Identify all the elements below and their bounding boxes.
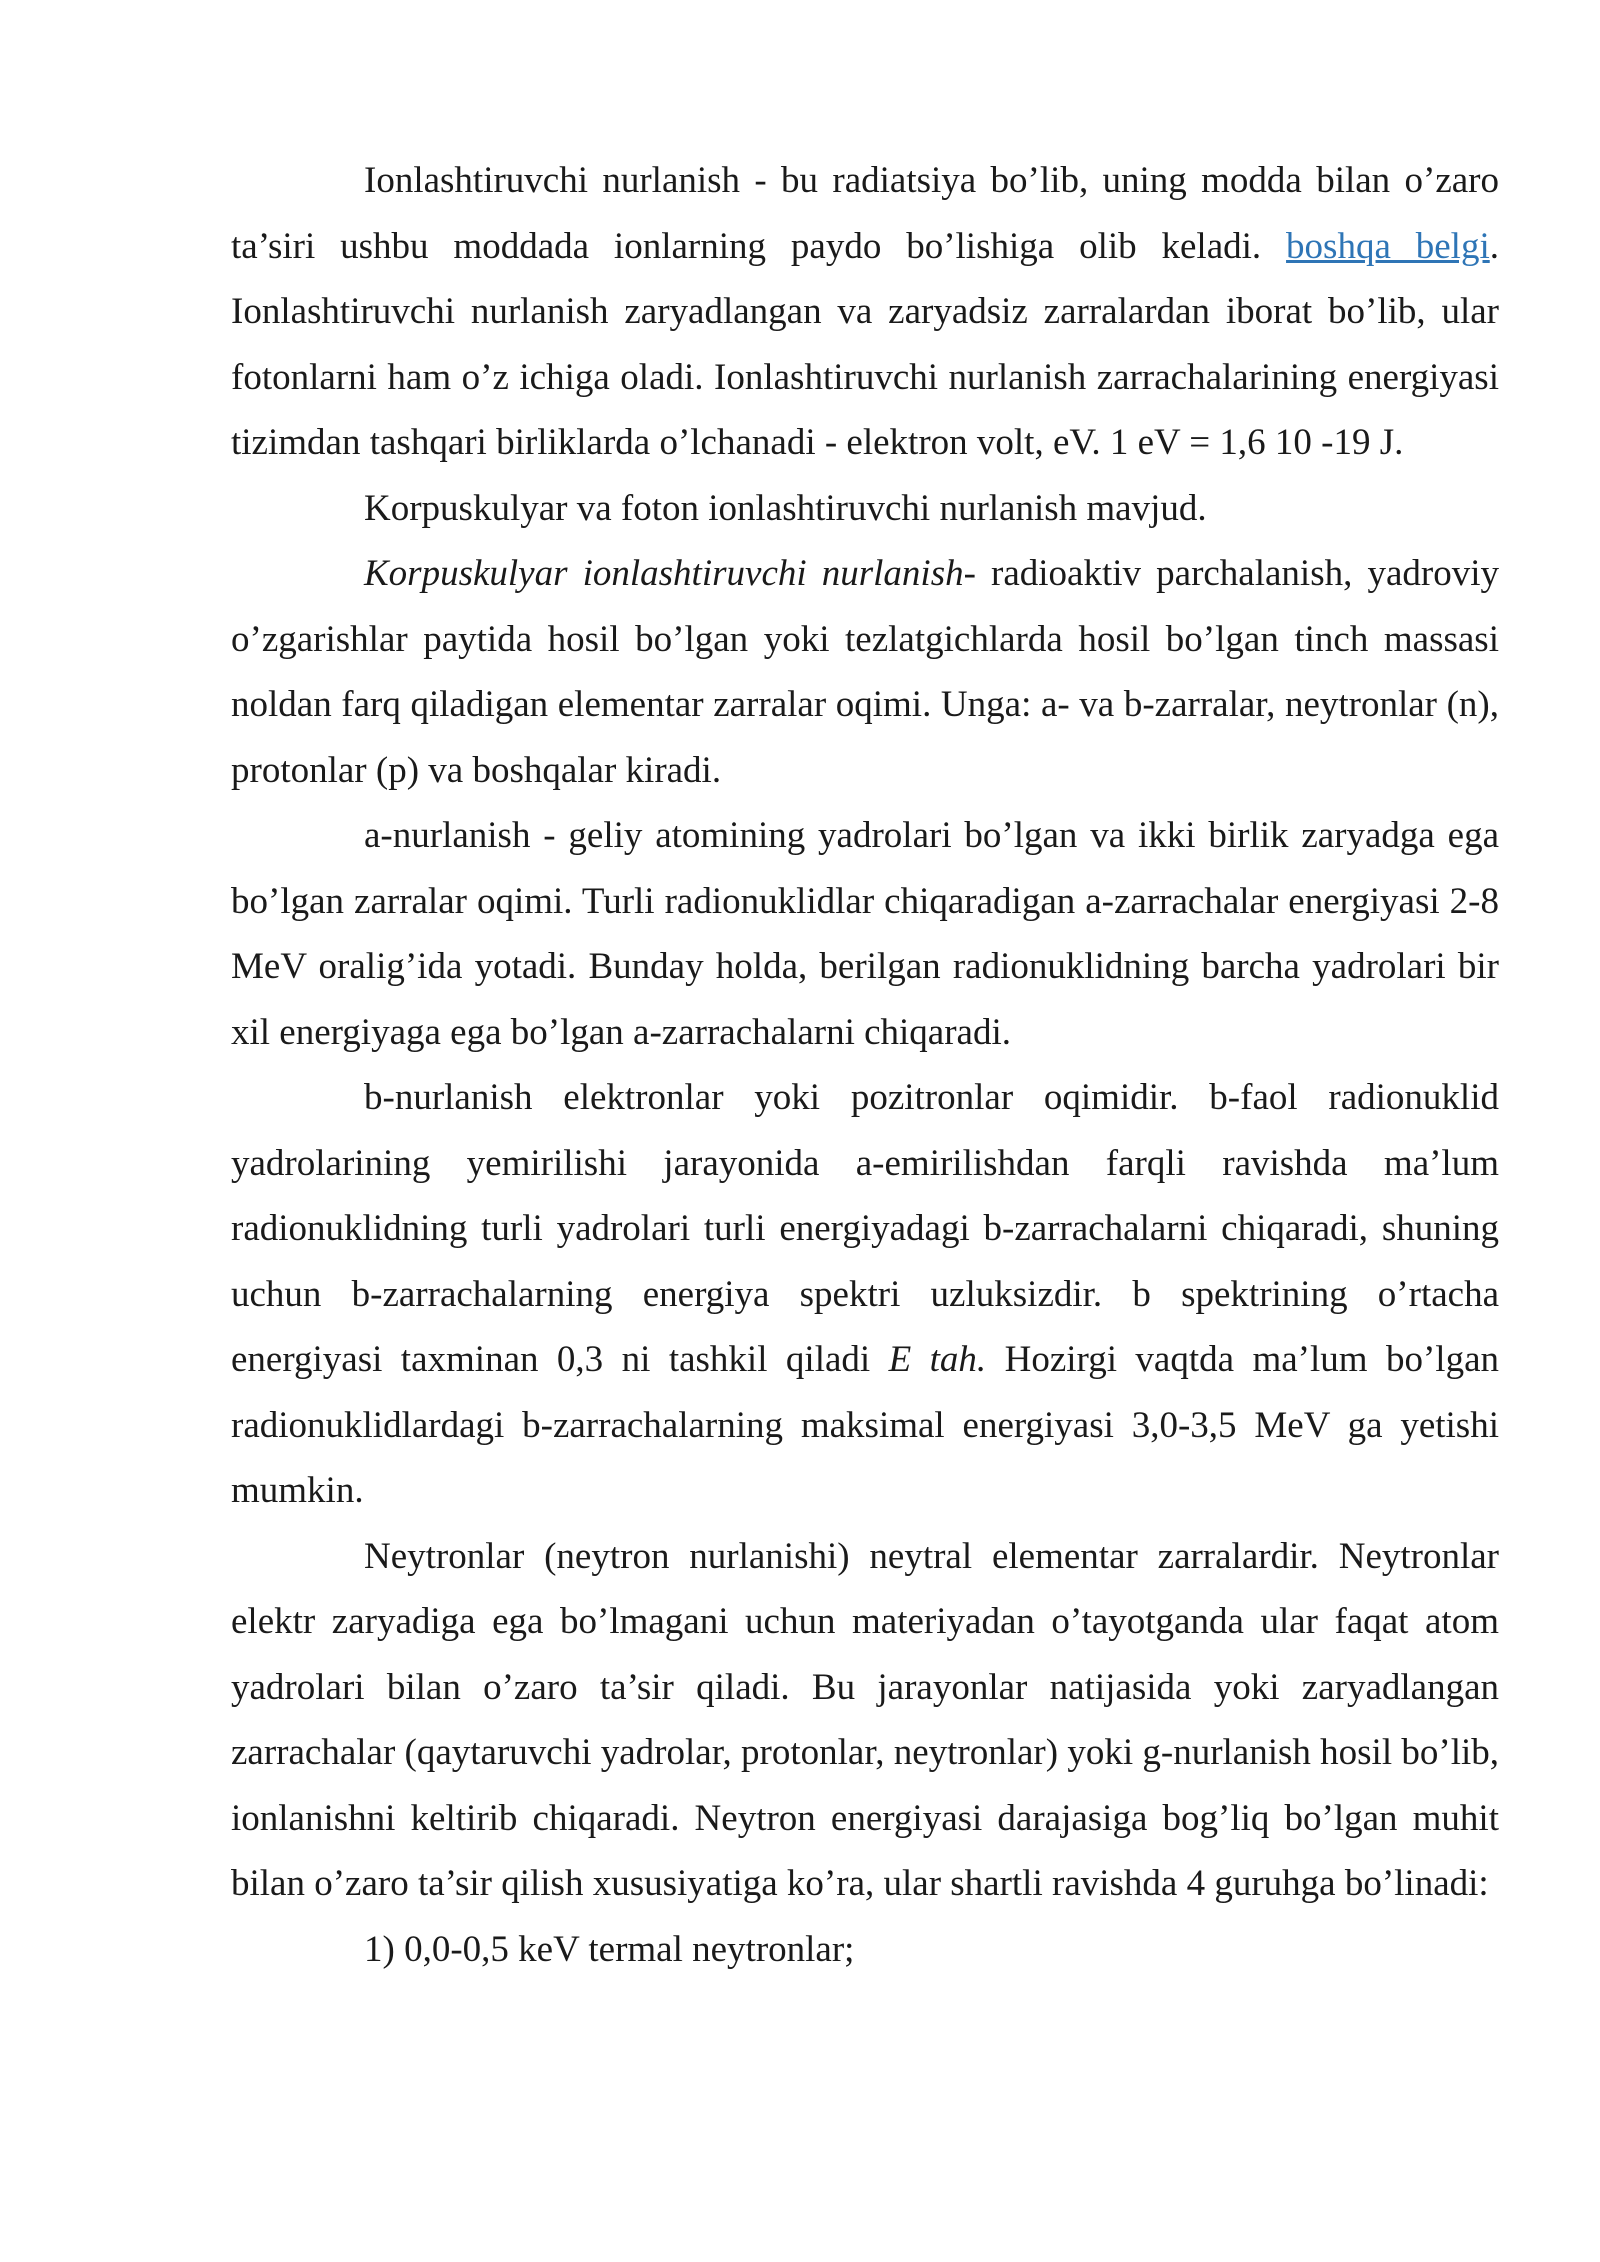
paragraph-corpuscular-radiation xyxy=(231,541,1499,803)
term-corpuscular-radiation: Korpuskulyar ionlashtiruvchi nurlanish xyxy=(364,553,964,594)
hyperlink-boshqa-belgi[interactable]: boshqa belgi xyxy=(1286,225,1490,267)
paragraph-ionizing-radiation-definition xyxy=(231,148,1499,476)
document-page xyxy=(231,148,1499,1982)
paragraph-text: Hozirgi vaqtda ma’lum bo’lgan radionuklidlardagi b-zarrachalarning maksimal energiyasi 3,0-3,5 MeV ga yetishi mumkin. xyxy=(231,1339,1500,1511)
list-item-thermal-neutrons: 1) 0,0-0,5 keV termal neytronlar; xyxy=(364,1928,855,1970)
paragraph-beta-radiation xyxy=(231,1065,1499,1524)
paragraph-types: Korpuskulyar va foton ionlashtiruvchi nurlanish mavjud. xyxy=(364,487,1207,529)
paragraph-text: b-nurlanish elektronlar yoki pozitronlar oqimidir. b-faol radionuklid yadrolarining yemirilishi jarayonida a-emirilishdan farqli ravishda ma’lum radionuklidning turli yadrolari turli energiyadagi b-zarrachalarni chiqaradi, shuning uchun b-zarrachalarning energiya spektri uzluksizdir. b spektrining o’rtacha energiyasi taxminan 0,3 ni tashkil qiladi xyxy=(231,1077,1499,1380)
paragraph-neutrons: Neytronlar (neytron nurlanishi) neytral elementar zarralardir. Neytronlar elektr zaryadiga ega bo’lmagani uchun materiyadan o’tayotganda ular faqat atom yadrolari bilan o’zaro ta’sir qiladi. Bu jarayonlar natijasida yoki zaryadlangan zarrachalar (qaytaruvchi yadrolar, protonlar, neytronlar) yoki g-nurlanish hosil bo’lib, ionlanishni keltirib chiqaradi. Neytron energiyasi darajasiga bog’liq bo’lgan muhit bilan o’zaro ta’sir qilish xususiyatiga ko’ra, ular shartli ravishda 4 guruhga bo’linadi: xyxy=(231,1535,1499,1904)
paragraph-alpha-radiation: a-nurlanish - geliy atomining yadrolari bo’lgan va ikki birlik zaryadga ega bo’lgan zarralar oqimi. Turli radionuklidlar chiqaradigan a-zarrachalar energiyasi 2-8 MeV oralig’ida yotadi. Bunday holda, berilgan radionuklidning barcha yadrolari bir xil energiyaga ega bo’lgan a-zarrachalarni chiqaradi. xyxy=(231,815,1499,1053)
term-e-tah: E tah. xyxy=(888,1339,987,1380)
paragraph-text: Ionlashtiruvchi nurlanish - bu radiatsiya bo’lib, uning modda bilan o’zaro ta’siri ushbu moddada ionlarning paydo bo’lishiga olib keladi. xyxy=(231,160,1499,267)
paragraph-text: - radioaktiv parchalanish, yadroviy o’zgarishlar paytida hosil bo’lgan yoki tezlatgichlarda hosil bo’lgan tinch massasi noldan farq qiladigan elementar zarralar oqimi. Unga: a- va b-zarralar, neytronlar (n), protonlar (p) va boshqalar kiradi. xyxy=(231,553,1499,791)
paragraph-text: . Ionlashtiruvchi nurlanish zaryadlangan va zaryadsiz zarralardan iborat bo’lib, ular fotonlarni ham o’z ichiga oladi. Ionlashtiruvchi nurlanish zarrachalarining energiyasi tizimdan tashqari birliklarda o’lchanadi - elektron volt, eV. 1 eV = 1,6 10 -19 J. xyxy=(231,225,1499,463)
